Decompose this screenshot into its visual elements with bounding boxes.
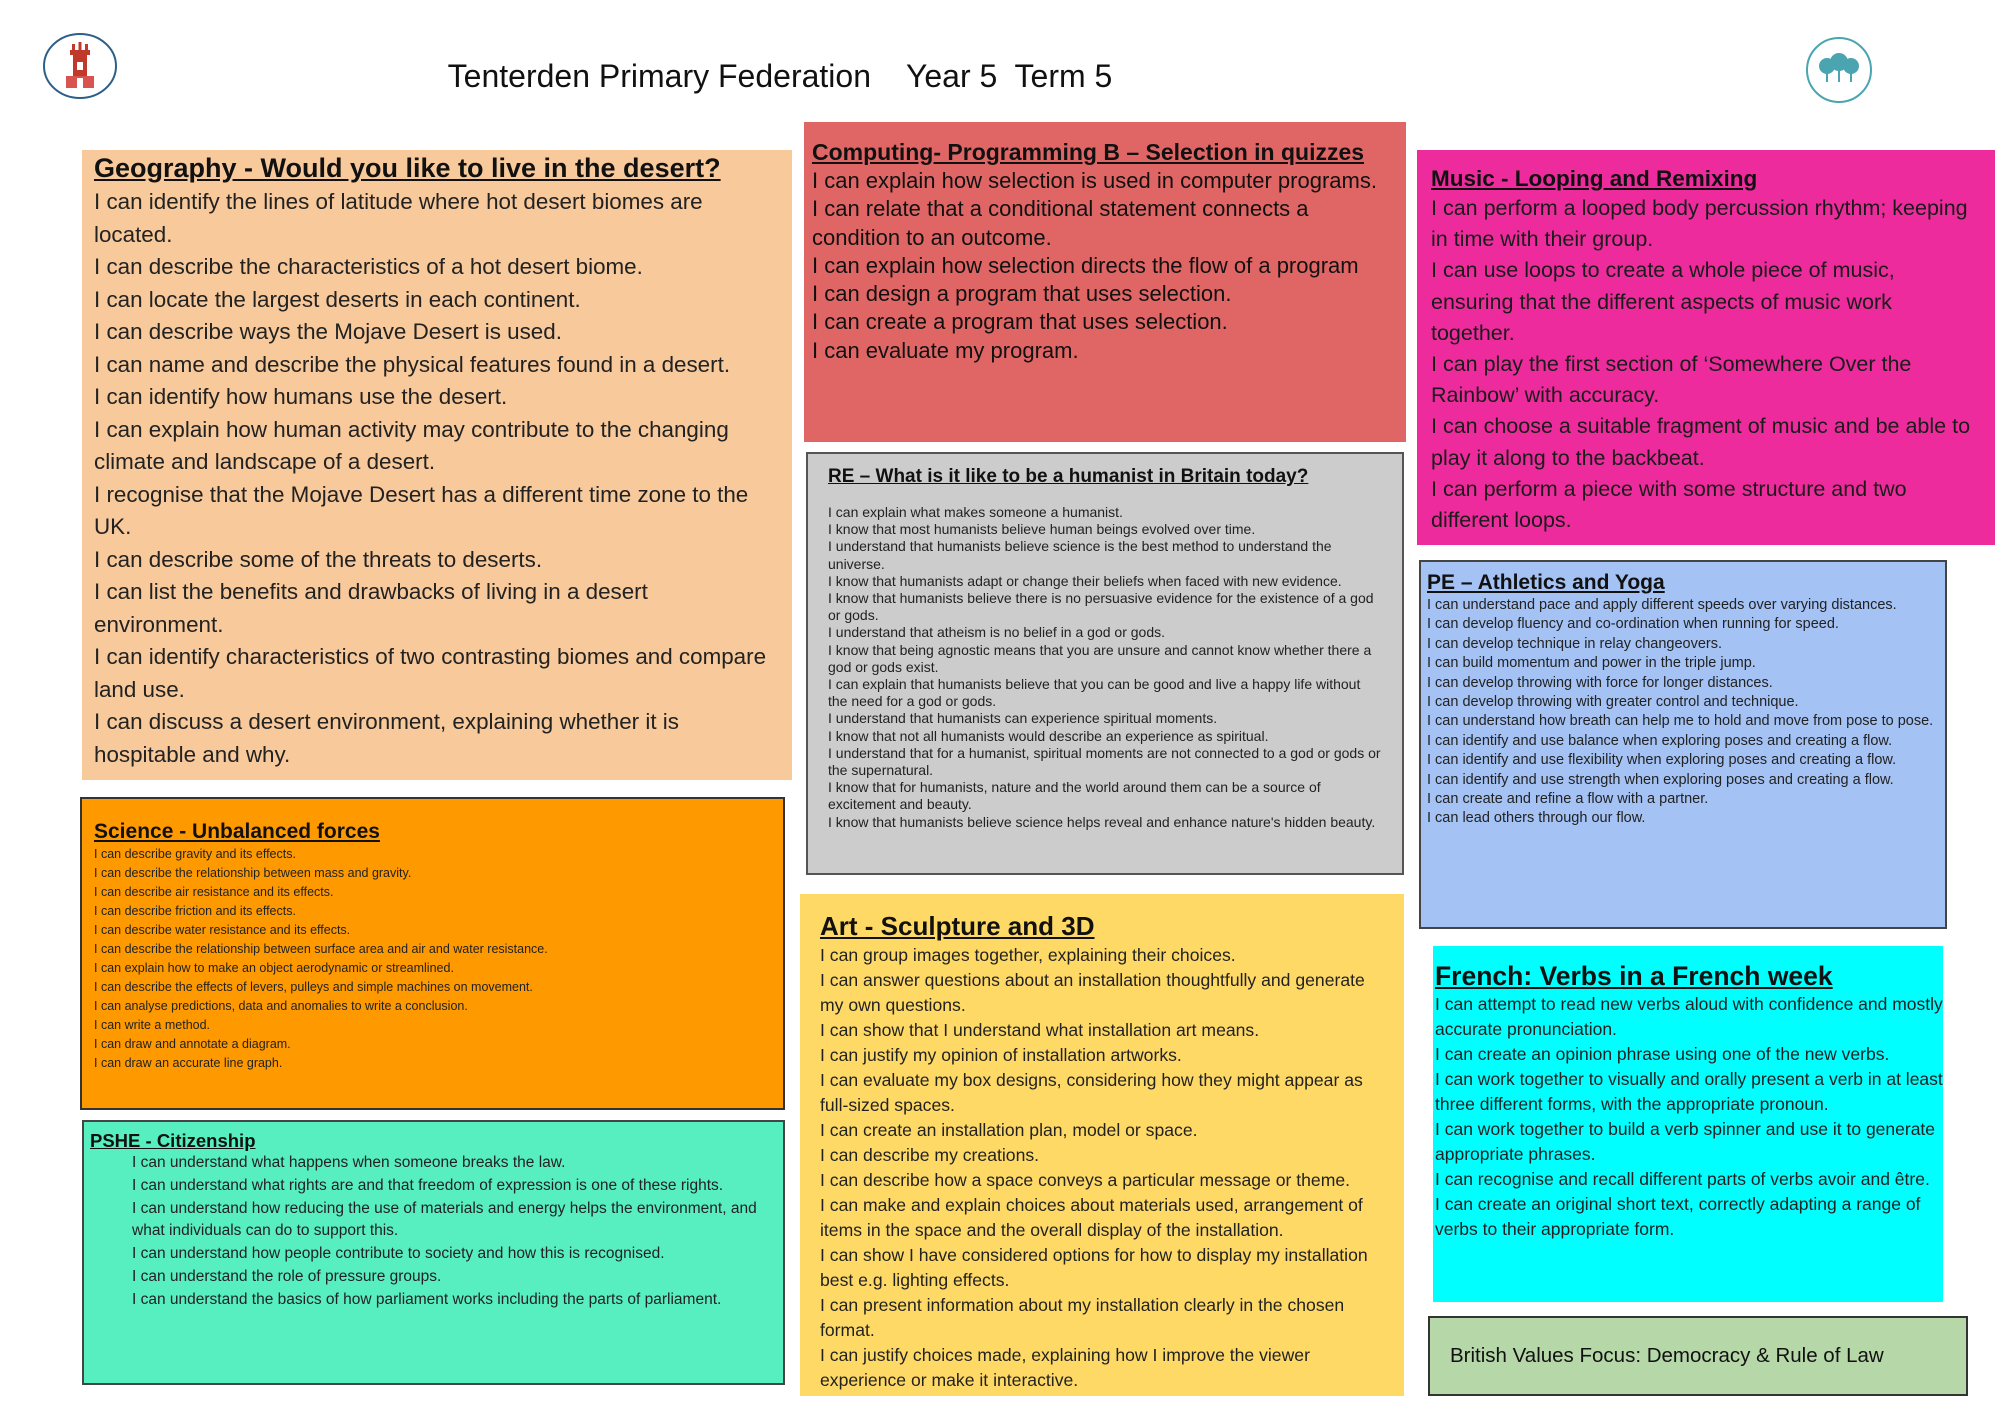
list-item: I can justify my opinion of installation artworks. — [820, 1045, 1182, 1065]
list-item: I can explain how to make an object aerodynamic or streamlined. — [94, 961, 454, 975]
list-item: I can understand the basics of how parliament works including the parts of parliament. — [132, 1290, 722, 1308]
list-item: I can understand how breath can help me to hold and move from pose to pose. — [1427, 713, 1934, 730]
list-item: I can develop throwing with force for longer distances. — [1427, 674, 1773, 691]
list-item: I can analyse predictions, data and anomalies to write a conclusion. — [94, 999, 468, 1013]
science-list — [94, 845, 771, 1073]
list-item: I can list the benefits and drawbacks of living in a desert environment. — [94, 579, 648, 637]
list-item: I can answer questions about an installation thoughtfully and generate my own questions. — [820, 970, 1365, 1015]
list-item: I can describe ways the Mojave Desert is used. — [94, 319, 562, 344]
list-item: I can evaluate my box designs, considering how they might appear as full-sized spaces. — [820, 1070, 1363, 1115]
list-item: I can group images together, explaining their choices. — [820, 945, 1236, 965]
list-item: I can draw and annotate a diagram. — [94, 1037, 291, 1051]
french-title: French: Verbs in a French week — [1435, 961, 1833, 991]
computing-panel — [804, 122, 1406, 442]
music-title: Music - Looping and Remixing — [1431, 166, 1758, 191]
list-item: I can understand how people contribute to society and how this is recognised. — [132, 1245, 665, 1263]
list-item: I can identify characteristics of two contrasting biomes and compare land use. — [94, 644, 767, 702]
french-list — [1435, 992, 1943, 1242]
list-item: I can use loops to create a whole piece of music, ensuring that the different aspects of music work together. — [1431, 258, 1895, 345]
art-panel — [800, 894, 1404, 1396]
geography-title: Geography - Would you like to live in the desert? — [94, 153, 721, 183]
geography-panel — [82, 150, 792, 780]
list-item: I can describe the relationship between surface area and air and water resistance. — [94, 942, 548, 956]
list-item: I can attempt to read new verbs aloud with confidence and mostly accurate pronunciation. — [1435, 994, 1943, 1039]
list-item: I can explain that humanists believe that you can be good and live a happy life without the need for a god or gods. — [828, 676, 1361, 710]
list-item: I can create and refine a flow with a partner. — [1427, 791, 1709, 808]
list-item: I can describe gravity and its effects. — [94, 847, 296, 861]
list-item: I can choose a suitable fragment of music and be able to play it along to the backbeat. — [1431, 414, 1971, 470]
list-item: I can explain how human activity may contribute to the changing climate and landscape of a desert. — [94, 416, 729, 474]
list-item: I can describe water resistance and its effects. — [94, 923, 351, 937]
pshe-list — [90, 1152, 777, 1312]
french-panel — [1433, 946, 1943, 1302]
list-item: I know that humanists adapt or change their beliefs when faced with new evidence. — [828, 572, 1342, 589]
list-item: I understand that atheism is no belief in a god or gods. — [828, 624, 1165, 641]
list-item: I can show I have considered options for how to display my installation best e.g. lighting effects. — [820, 1245, 1368, 1290]
list-item: I can perform a looped body percussion rhythm; keeping in time with their group. — [1431, 196, 1968, 252]
list-item: I can draw an accurate line graph. — [94, 1056, 283, 1070]
list-item: I can build momentum and power in the triple jump. — [1427, 655, 1756, 672]
list-item: I can explain how selection directs the flow of a program — [812, 252, 1359, 278]
list-item: I can write a method. — [94, 1018, 211, 1032]
list-item: I can create an installation plan, model or space. — [820, 1120, 1198, 1140]
list-item: I can describe the characteristics of a hot desert biome. — [94, 254, 643, 279]
list-item: I can play the first section of ‘Somewhere Over the Rainbow’ with accuracy. — [1431, 352, 1912, 408]
list-item: I can relate that a conditional statement connects a condition to an outcome. — [812, 196, 1309, 250]
list-item: I can design a program that uses selection. — [812, 281, 1232, 307]
list-item: I can create a program that uses selection. — [812, 309, 1228, 335]
art-list — [820, 943, 1382, 1393]
computing-title: Computing- Programming B – Selection in quizzes — [812, 139, 1365, 165]
pe-title: PE – Athletics and Yoga — [1427, 571, 1665, 594]
british-values-text: British Values Focus: Democracy & Rule of Law — [1450, 1344, 1884, 1367]
music-list — [1431, 193, 1981, 536]
list-item: I know that not all humanists would describe an experience as spiritual. — [828, 727, 1269, 744]
list-item: I can make and explain choices about materials used, arrangement of items in the space and the overall display of the installation. — [820, 1195, 1363, 1240]
list-item: I can develop throwing with greater control and technique. — [1427, 694, 1799, 711]
trees-logo — [1805, 36, 1873, 104]
pshe-title: PSHE - Citizenship — [90, 1130, 256, 1151]
list-item: I can develop fluency and co-ordination when running for speed. — [1427, 616, 1839, 633]
art-title: Art - Sculpture and 3D — [820, 911, 1095, 941]
list-item: I can create an opinion phrase using one of the new verbs. — [1435, 1044, 1890, 1064]
pshe-panel — [82, 1120, 785, 1385]
list-item: I understand that humanists believe science is the best method to understand the universe. — [828, 538, 1332, 572]
computing-list — [812, 167, 1398, 365]
list-item: I can locate the largest deserts in each continent. — [94, 286, 581, 312]
list-item: I can work together to visually and orally present a verb in at least three different forms, with the appropriate pronoun. — [1435, 1069, 1943, 1114]
list-item: I can describe friction and its effects. — [94, 904, 296, 918]
list-item: I can discuss a desert environment, explaining whether it is hospitable and why. — [94, 709, 679, 767]
list-item: I can understand what rights are and that freedom of expression is one of these rights. — [132, 1176, 724, 1194]
list-item: I can identify the lines of latitude where hot desert biomes are located. — [94, 189, 703, 247]
list-item: I can name and describe the physical features found in a desert. — [94, 351, 731, 377]
list-item: I can recognise and recall different parts of verbs avoir and être. — [1435, 1169, 1930, 1189]
page-title: Tenterden Primary Federation Year 5 Term 5 — [447, 58, 1113, 94]
list-item: I can work together to build a verb spinner and use it to generate appropriate phrases. — [1435, 1119, 1936, 1164]
list-item: I can describe air resistance and its effects. — [94, 885, 334, 899]
re-panel — [806, 452, 1404, 875]
list-item: I understand that for a humanist, spiritual moments are not connected to a god or gods or the supernatural. — [828, 744, 1381, 779]
list-item: I can describe my creations. — [820, 1145, 1040, 1165]
list-item: I can show that I understand what installation art means. — [820, 1020, 1260, 1040]
list-item: I can lead others through our flow. — [1427, 810, 1646, 827]
list-item: I can describe some of the threats to deserts. — [94, 546, 543, 572]
list-item: I can develop technique in relay changeovers. — [1427, 635, 1723, 652]
list-item: I can describe the relationship between mass and gravity. — [94, 866, 412, 880]
list-item: I know that humanists believe science helps reveal and enhance nature's hidden beauty. — [828, 813, 1376, 830]
list-item: I can present information about my installation clearly in the chosen format. — [820, 1295, 1345, 1340]
re-title: RE – What is it like to be a humanist in Britain today? — [828, 466, 1309, 487]
list-item: I can describe the effects of levers, pulleys and simple machines on movement. — [94, 980, 533, 994]
british-values-panel — [1428, 1316, 1968, 1396]
list-item: I can understand how reducing the use of materials and energy helps the environment, and what individuals can do to support this. — [132, 1199, 757, 1240]
list-item: I know that most humanists believe human beings evolved over time. — [828, 521, 1256, 538]
list-item: I recognise that the Mojave Desert has a different time zone to the UK. — [94, 481, 749, 539]
list-item: I can understand the role of pressure groups. — [132, 1267, 442, 1285]
list-item: I can explain how selection is used in computer programs. — [812, 168, 1377, 193]
list-item: I can identify and use strength when exploring poses and creating a flow. — [1427, 771, 1894, 788]
list-item: I can create an original short text, correctly adapting a range of verbs to their appropriate form. — [1435, 1194, 1921, 1239]
music-panel — [1417, 150, 1995, 545]
geography-list — [94, 186, 780, 771]
list-item: I know that for humanists, nature and the world around them can be a source of excitement and beauty. — [828, 779, 1321, 813]
list-item: I can perform a piece with some structure and two different loops. — [1431, 476, 1907, 533]
list-item: I understand that humanists can experience spiritual moments. — [828, 710, 1218, 727]
list-item: I can identify how humans use the desert. — [94, 384, 508, 409]
list-item: I can understand what happens when someone breaks the law. — [132, 1154, 566, 1171]
list-item: I can justify choices made, explaining how I improve the viewer experience or make it interactive. — [820, 1345, 1310, 1390]
pe-list — [1427, 596, 1939, 829]
list-item: I know that humanists believe there is no persuasive evidence for the existence of a god or gods. — [828, 590, 1374, 624]
science-panel — [80, 797, 785, 1110]
list-item: I know that being agnostic means that you are unsure and cannot know whether there a god or gods exist. — [828, 641, 1372, 675]
pe-panel — [1419, 560, 1947, 929]
list-item: I can explain what makes someone a humanist. — [828, 504, 1123, 520]
list-item: I can understand pace and apply different speeds over varying distances. — [1427, 597, 1897, 613]
list-item: I can evaluate my program. — [812, 337, 1079, 363]
list-item: I can identify and use flexibility when exploring poses and creating a flow. — [1427, 752, 1897, 769]
re-list — [828, 504, 1382, 831]
list-item: I can describe how a space conveys a particular message or theme. — [820, 1170, 1351, 1190]
science-title: Science - Unbalanced forces — [94, 820, 380, 843]
list-item: I can identify and use balance when exploring poses and creating a flow. — [1427, 732, 1893, 749]
